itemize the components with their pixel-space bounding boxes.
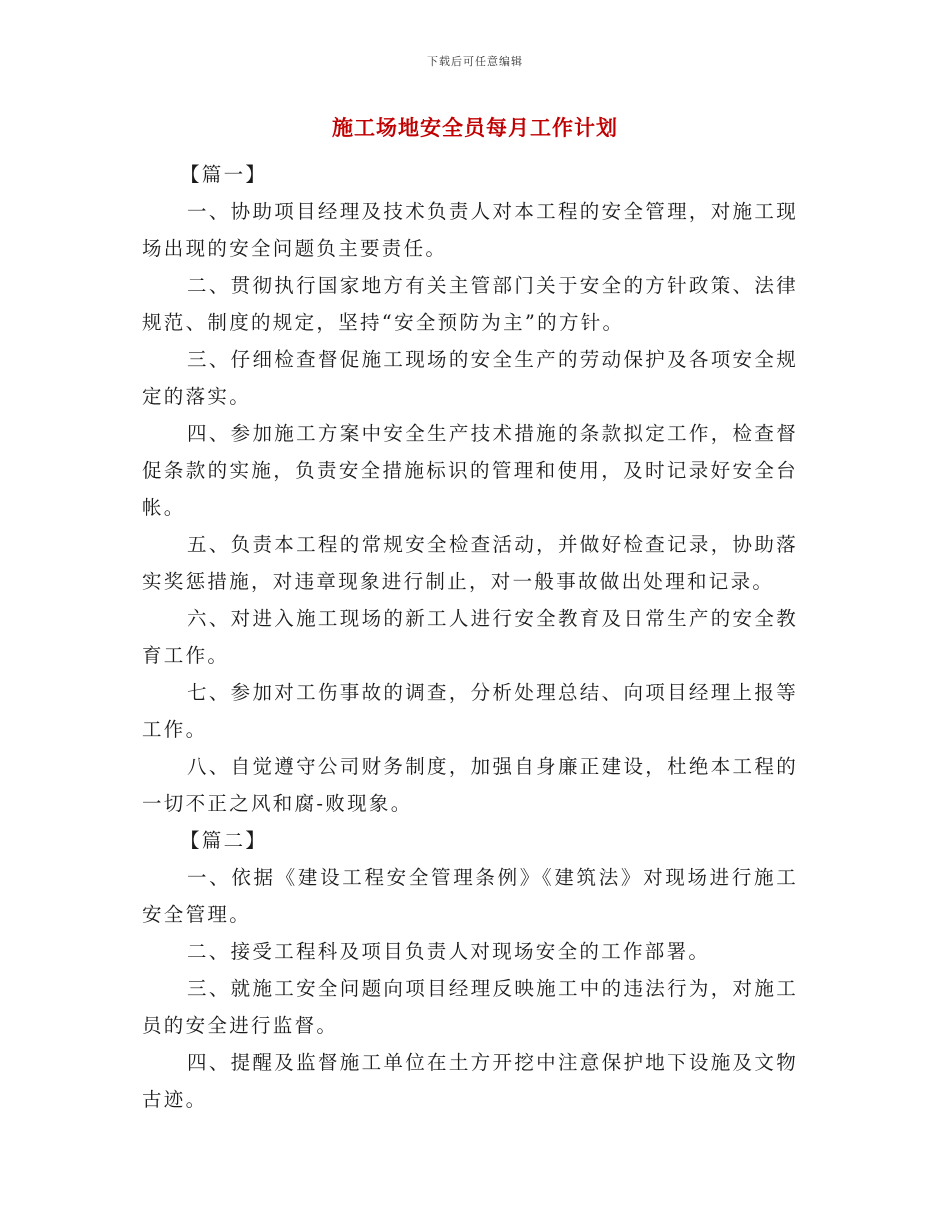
paragraph: 六、对进入施工现场的新工人进行安全教育及日常生产的安全教育工作。 [142, 607, 798, 667]
paragraph: 二、接受工程科及项目负责人对现场安全的工作部署。 [187, 940, 711, 963]
paragraph: 八、自觉遵守公司财务制度，加强自身廉正建设，杜绝本工程的一切不正之风和腐-败现象。 [142, 755, 798, 815]
document-body [142, 156, 798, 1118]
paragraph: 二、贯彻执行国家地方有关主管部门关于安全的方针政策、法律规范、制度的规定，坚持“安全预防为主”的方针。 [142, 274, 798, 334]
paragraph: 四、参加施工方案中安全生产技术措施的条款拟定工作，检查督促条款的实施，负责安全措施标识的管理和使用，及时记录好安全台帐。 [142, 422, 798, 519]
paragraph: 七、参加对工伤事故的调查，分析处理总结、向项目经理上报等工作。 [142, 681, 798, 741]
paragraph: 四、提醒及监督施工单位在土方开挖中注意保护地下设施及文物古迹。 [142, 1051, 798, 1111]
paragraph: 三、就施工安全问题向项目经理反映施工中的违法行为，对施工员的安全进行监督。 [142, 977, 798, 1037]
paragraph: 五、负责本工程的常规安全检查活动，并做好检查记录，协助落实奖惩措施，对违章现象进行制止，对一般事故做出处理和记录。 [142, 533, 798, 593]
paragraph: 一、协助项目经理及技术负责人对本工程的安全管理，对施工现场出现的安全问题负主要责任。 [142, 200, 798, 260]
section-heading: 【篇一】 [180, 163, 268, 186]
section-heading: 【篇二】 [180, 829, 268, 852]
paragraph: 三、仔细检查督促施工现场的安全生产的劳动保护及各项安全规定的落实。 [142, 348, 798, 408]
header-note: 下载后可任意编辑 [427, 55, 523, 68]
paragraph: 一、依据《建设工程安全管理条例》《建筑法》对现场进行施工安全管理。 [142, 866, 798, 926]
document-title: 施工场地安全员每月工作计划 [332, 116, 618, 140]
